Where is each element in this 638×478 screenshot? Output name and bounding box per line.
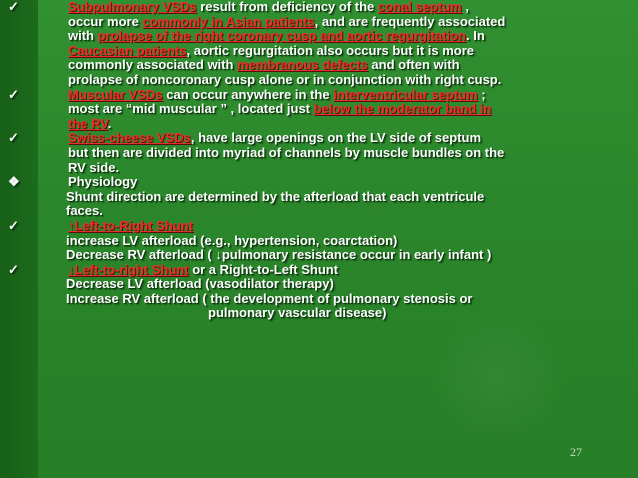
shunt1-text-pre: Decrease RV afterload ( [66,247,216,263]
para2-line1 [2,88,634,103]
para1-line6 [2,73,634,88]
highlighted-term: Swiss-cheese VSDs [68,130,191,146]
check-icon: ✓ [8,217,19,233]
shunt2-text: pulmonary vascular disease) [208,305,387,321]
shunt1-text-post: pulmonary resistance occur in early infant ) [221,247,492,263]
slide-content [2,0,634,321]
physiology-text: faces. [66,203,103,219]
text-segment: most are “mid muscular ” , located just [68,101,314,117]
text-segment: , aortic regurgitation also occurs but it is more [186,42,474,58]
segments [68,145,504,160]
shunt1-heading: Left-to-Right Shunt [74,217,193,233]
para2-line3 [2,117,634,132]
segments [68,72,501,87]
segments [68,14,505,29]
segments [68,43,474,58]
text-segment: prolapse of noncoronary cusp alone or in conjunction with right cusp. [68,71,502,87]
text-segment: with [68,28,98,44]
physiology-line2 [2,204,634,219]
check-icon: ✓ [8,130,19,146]
segments [68,130,481,145]
check-icon: ✓ [8,261,19,277]
physiology-text: Shunt direction are determined by the afterload that each ventricule [66,188,485,204]
text-segment: can occur anywhere in the [162,86,334,102]
physiology-line1 [2,190,634,205]
text-segment: . In [466,28,485,44]
para1-line1 [2,0,634,15]
para3-line1 [2,131,634,146]
highlighted-term: below the moderator band in [313,101,492,117]
shunt1-line2 [2,248,634,263]
text-segment: occur more [68,13,143,29]
shunt2-heading: Left-to-right Shunt [74,261,189,277]
up-arrow-icon: ↑ [68,217,75,233]
text-segment: but then are divided into myriad of channels by muscle bundles on the [68,144,505,160]
shunt2-text: Increase RV afterload ( the development of pulmonary stenosis or [66,290,473,306]
highlighted-term: conal septum [377,0,462,14]
shunt2-text: Decrease LV afterload (vasodilator therapy) [66,276,334,292]
text-segment: ; [477,86,486,102]
physiology-heading: Physiology [68,174,138,190]
shunt2-line3 [2,306,634,321]
text-segment: and often with [367,57,460,73]
check-icon: ✓ [8,86,19,102]
shunt2-heading-post: or a Right-to-Left Shunt [188,261,339,277]
para1-line3 [2,29,634,44]
segments [68,0,469,14]
down-arrow-icon: ↓ [68,261,75,277]
para3-line2 [2,146,634,161]
text-segment: , and are frequently associated [314,13,506,29]
background-decoration [418,318,578,438]
para3-line3 [2,161,634,176]
highlighted-term: Muscular VSDs [68,86,163,102]
para1-line5 [2,58,634,73]
shunt1-line1 [2,234,634,249]
highlighted-term: membranous defects [237,57,368,73]
shunt1-heading-row [2,219,634,234]
segments [68,116,111,131]
para1-line2 [2,15,634,30]
text-segment: , [461,0,469,14]
check-icon: ✓ [8,0,19,14]
text-segment: , have large openings on the LV side of septum [190,130,481,146]
highlighted-term: Subpulmonary VSDs [68,0,197,14]
shunt2-heading-row [2,263,634,278]
highlighted-term: commonly in Asian patients [142,13,315,29]
highlighted-term: prolapse of the right coronary cusp and aortic regurgitation [97,28,466,44]
down-arrow-icon: ↓ [215,247,222,263]
highlighted-term: the RV [68,115,108,131]
highlighted-term: interventricular septum [333,86,478,102]
shunt2-line2 [2,292,634,307]
segments [68,160,119,175]
shunt2-line1 [2,277,634,292]
text-segment: . [107,115,112,131]
segments [68,101,491,116]
text-segment: commonly associated with [68,57,238,73]
physiology-heading-row [2,175,634,190]
diamond-bullet-icon: ❖ [8,174,20,190]
segments [68,57,460,72]
para1-line4 [2,44,634,59]
text-segment: result from deficiency of the [196,0,378,14]
segments [68,87,486,102]
highlighted-term: Caucasian patients [68,42,187,58]
segments [68,28,485,43]
para2-line2 [2,102,634,117]
shunt1-text: increase LV afterload (e.g., hypertension, coarctation) [66,232,398,248]
text-segment: RV side. [68,159,120,175]
page-number: 27 [570,445,582,459]
